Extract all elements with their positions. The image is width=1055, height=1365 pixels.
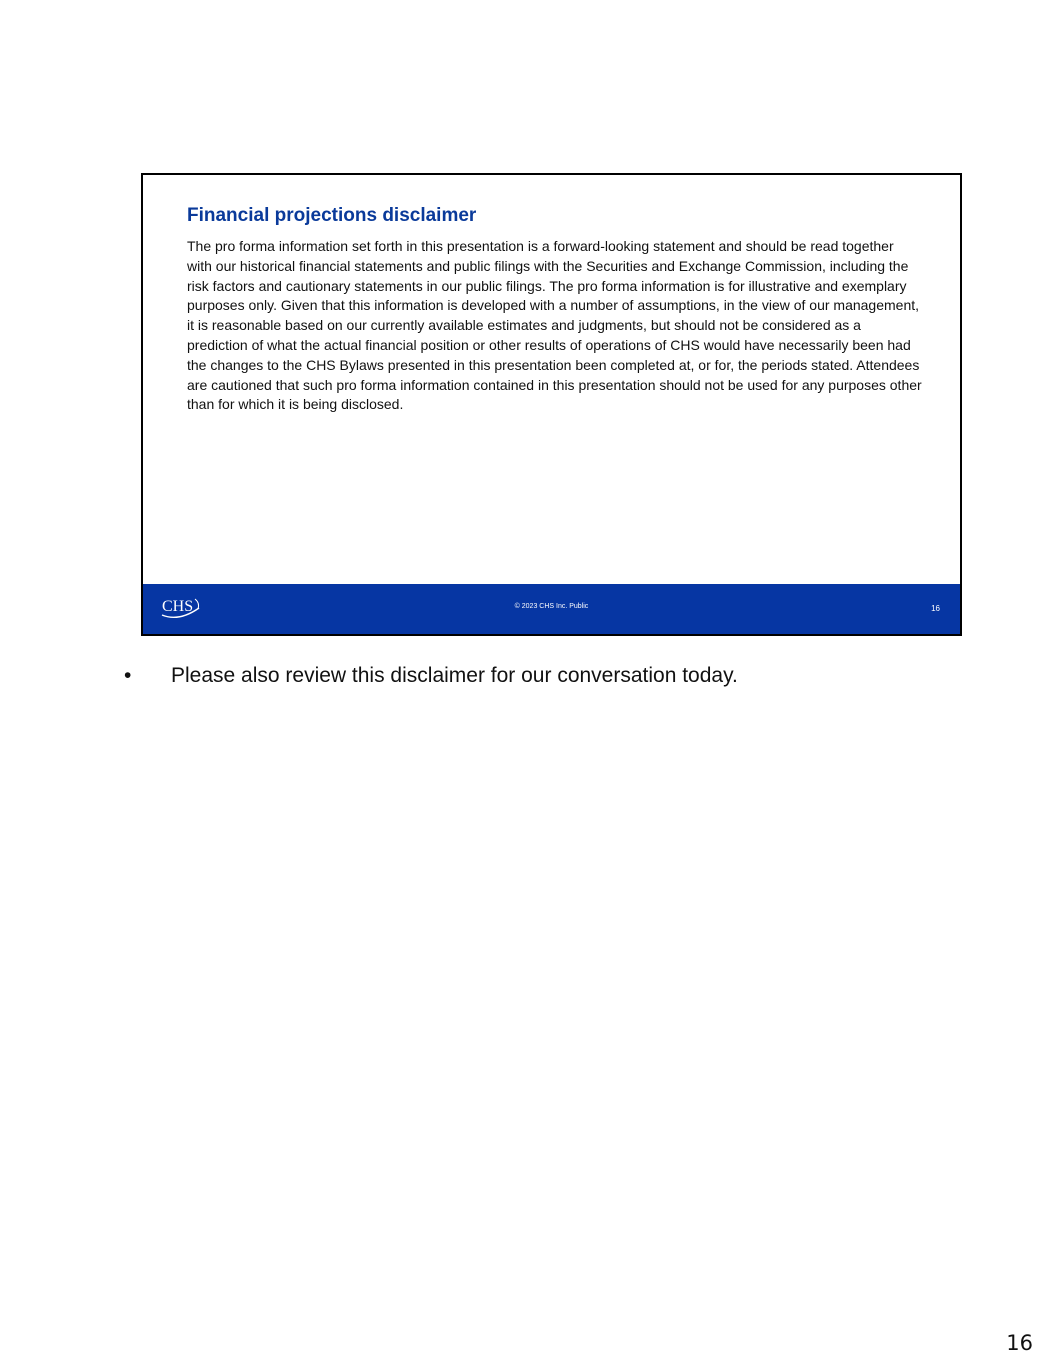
- slide-footer: [143, 584, 960, 634]
- slide-thumbnail: [141, 173, 962, 636]
- speaker-note: [124, 664, 738, 688]
- speaker-note-text: Please also review this disclaimer for our conversation today.: [171, 664, 738, 687]
- page-number: 16: [1006, 1331, 1033, 1355]
- bullet-icon: •: [124, 664, 132, 687]
- chs-logo-text: CHS: [162, 598, 194, 615]
- footer-copyright: © 2023 CHS Inc. Public: [514, 603, 589, 610]
- slide-number: 16: [931, 604, 940, 613]
- slide-body-text: The pro forma information set forth in this presentation is a forward-looking statement and should be read together with our historical financial statements and public filings with the Securities and Exchange Commission, including the risk factors and cautionary statements in our public filings. The pro forma information is for illustrative and exemplary purposes only. Given that this information is developed with a number of assumptions, in the view of our management, it is reasonable based on our currently available estimates and judgments, but should not be considered as a prediction of what the actual financial position or other results of operations of CHS would have necessarily been had the changes to the CHS Bylaws presented in this presentation been completed at, or for, the periods stated. Attendees are cautioned that such pro forma information contained in this presentation should not be used for any purposes other than for which it is being disclosed.: [187, 238, 922, 413]
- slide-title: Financial projections disclaimer: [187, 205, 477, 226]
